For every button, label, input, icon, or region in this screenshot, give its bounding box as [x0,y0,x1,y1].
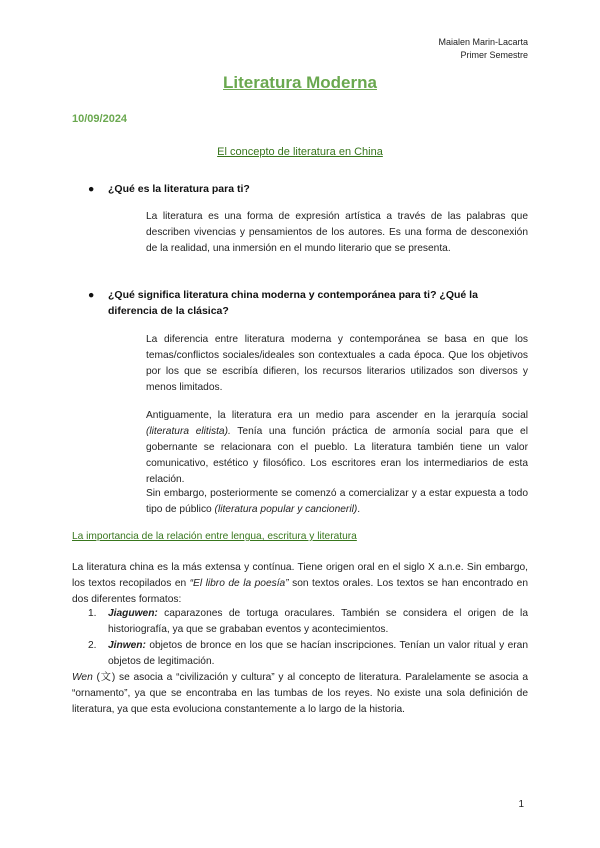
list-item-number: 1. [88,608,97,619]
list-item-number: 2. [88,640,97,651]
intro-text-a: La literatura china es la más extensa y contínua. Tiene origen oral en el siglo X a.n.e. Sin embargo, los textos recopilados en [72,562,528,589]
bullet-dot-icon: ● [88,183,95,195]
answer-3-text-a: Sin embargo, posteriormente se comenzó a comercializar y a estar expuesta a todo tipo de público [146,488,528,515]
ordered-list [88,606,528,670]
answer-2-text-c: Tenía una función práctica de armonía social para que el gobernante se relacionara con el pueblo. La literatura también tiene un valor comunicativo, estético y filosófico. Los escritores eran los intermediarios de esta relación. [146,426,528,485]
question-2 [88,287,528,319]
document-date: 10/09/2024 [72,113,128,125]
answer-2-paragraph-2 [146,408,528,488]
page-header [438,36,528,62]
wen-text: (文) se asocia a “civilización y cultura” y al concepto de literatura. Paralelamente se asocia a “ornamento”, ya que se encontraba en las tumbas de los reyes. No existe una sola definición de literatura, ya que esta evoluciona constantemente a lo largo de la historia. [72,672,528,715]
answer-3-text-c: . [357,504,361,515]
intro-paragraph [72,560,528,608]
wen-paragraph [72,670,528,718]
answer-3-text-b: (literatura popular y cancioneril) [214,504,358,515]
question-1 [88,181,528,197]
question-2-text: ¿Qué significa literatura china moderna y contemporánea para ti? ¿Qué la diferencia de la clásica? [108,289,478,317]
intro-text-c: son textos orales. Los textos se han encontrado en dos diferentes formatos: [72,578,529,605]
question-1-text: ¿Qué es la literatura para ti? [108,183,250,195]
list-item [88,606,528,638]
answer-1: La literatura es una forma de expresión artística a través de las palabras que describen vivencias y pensamientos de los autores. Es una forma de desconexión de la realidad, una inmersión en el mundo literario que se presenta. [146,211,528,254]
answer-2-text-a: Antiguamente, la literatura era un medio para ascender en la jerarquía social [146,410,528,421]
answer-2-paragraph-3 [146,486,528,518]
subsection-heading: La importancia de la relación entre lengua, escritura y literatura [72,531,357,542]
list-item-term: Jinwen: [108,640,146,651]
list-item-term: Jiaguwen: [108,608,158,619]
answer-2-text-b: (literatura elitista). [146,426,231,437]
list-item-text: caparazones de tortuga oraculares. También se considera el origen de la historiografía, ya que se grababan eventos y acontecimientos. [108,608,528,635]
answer-2-paragraph-1: La diferencia entre literatura moderna y contemporánea se basa en que los temas/conflictos sociales/ideales son contextuales a cada época. Que los objetivos por los que se escribía difieren, los recursos literarios utilizados son diversos y menos limitados. [146,334,528,393]
semester-label: Primer Semestre [460,50,528,60]
list-item [88,638,528,670]
author-name: Maialen Marin-Lacarta [438,37,528,47]
bullet-dot-icon: ● [88,289,95,301]
intro-text-b: “El libro de la poesía” [189,578,289,589]
page-number: 1 [518,799,524,810]
document-title: Literatura Moderna [223,73,377,92]
section-title: El concepto de literatura en China [217,146,383,158]
list-item-text: objetos de bronce en los que se hacían inscripciones. Tenían un valor ritual y eran objetos de legitimación. [108,640,528,667]
wen-term: Wen [72,672,93,683]
